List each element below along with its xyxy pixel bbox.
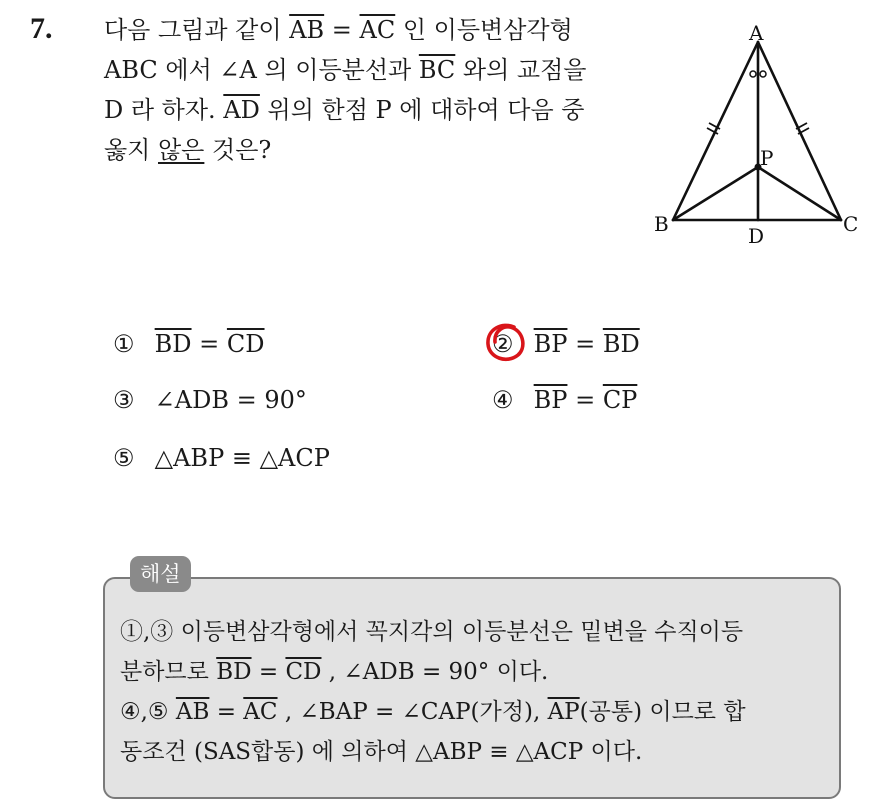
label-p: P — [760, 146, 774, 170]
segment-notation: $\overline{CD}$ — [285, 659, 322, 685]
emphasis-underline: 않은 — [158, 136, 205, 164]
choice-text: ∠ADB = 90° — [154, 386, 307, 414]
choice-number: ③ — [113, 386, 135, 414]
segment-notation: $\overline{BP}$ — [533, 330, 568, 358]
question-number: 7. — [30, 12, 53, 45]
stem-line: D 라 하자. $\overline{AD}$ 위의 한점 P 에 대하여 다음 중 — [104, 96, 585, 124]
segment-notation: $\overline{AD}$ — [223, 96, 260, 124]
label-b: B — [654, 212, 669, 236]
label-c: C — [843, 212, 859, 236]
choice-number: ⑤ — [113, 444, 135, 472]
choice-3[interactable] — [113, 386, 307, 414]
choice-text: $\overline{BD} = \overline{CD}$ — [154, 330, 265, 358]
segment-notation: $\overline{AB}$ — [175, 699, 210, 725]
segment-notation: $\overline{CD}$ — [226, 330, 265, 358]
label-a: A — [749, 21, 764, 45]
explanation-line: ④,⑤ $\overline{AB} = \overline{AC}$ , ∠BAP = ∠CAP(가정), $\overline{AP}$(공통) 이므로 합 — [120, 699, 746, 725]
segment-notation: $\overline{BC}$ — [418, 56, 456, 84]
segment-notation: $\overline{AP}$ — [547, 699, 580, 725]
choice-number: ② — [492, 330, 514, 358]
choice-1[interactable] — [113, 330, 265, 358]
segment-notation: $\overline{BD}$ — [154, 330, 192, 358]
label-d: D — [748, 224, 765, 248]
explanation-line: ①,③ 이등변삼각형에서 꼭지각의 이등분선은 밑변을 수직이등 — [120, 619, 744, 645]
choice-text: $\overline{BP} = \overline{BD}$ — [533, 330, 640, 358]
choice-5[interactable] — [113, 444, 330, 472]
choice-number: ④ — [492, 386, 514, 414]
segment-notation: $\overline{BP}$ — [533, 386, 568, 414]
stem-line: 옳지 않은 것은? — [104, 136, 272, 164]
choice-number: ① — [113, 330, 135, 358]
explanation-line: 동조건 (SAS합동) 에 의하여 △ABP ≡ △ACP 이다. — [120, 739, 643, 765]
explanation-title: 해설 — [130, 556, 191, 592]
choice-text: $\overline{BP} = \overline{CP}$ — [533, 386, 638, 414]
question-stem — [104, 10, 624, 170]
segment-notation: $\overline{CP}$ — [602, 386, 638, 414]
isosceles-triangle-figure — [640, 15, 870, 255]
choice-4[interactable] — [492, 386, 637, 414]
stem-line: 다음 그림과 같이 $\overline{AB} = \overline{AC}$ 인 이등변삼각형 — [104, 16, 573, 44]
explanation-line: 분하므로 $\overline{BD} = \overline{CD}$ , ∠ADB = 90° 이다. — [120, 659, 549, 685]
stem-line: ABC 에서 ∠A 의 이등분선과 $\overline{BC}$ 와의 교점을 — [104, 56, 587, 84]
segment-notation: $\overline{AC}$ — [243, 699, 278, 725]
segment-notation: $\overline{BD}$ — [216, 659, 252, 685]
segment-notation: $\overline{AC}$ — [359, 16, 396, 44]
segment-notation: $\overline{BD}$ — [602, 330, 640, 358]
answer-circle-mark — [480, 318, 530, 368]
explanation-text — [120, 612, 832, 772]
segment-notation: $\overline{AB}$ — [289, 16, 325, 44]
choice-text: △ABP ≡ △ACP — [154, 444, 330, 472]
